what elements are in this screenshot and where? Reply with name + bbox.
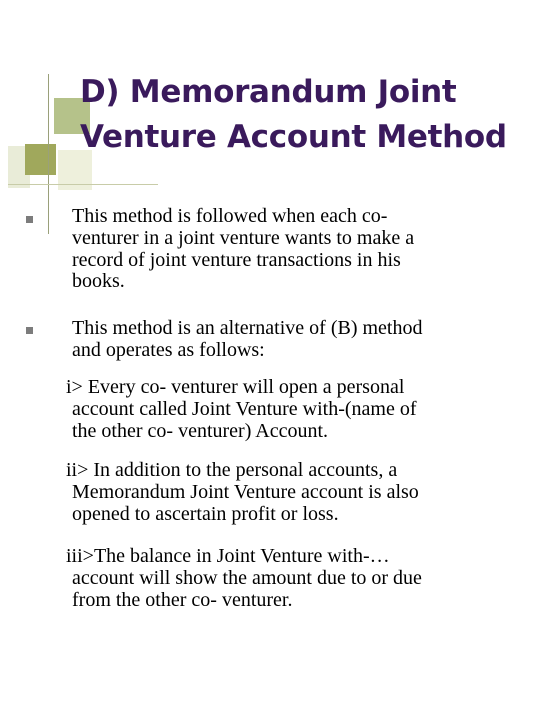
text-line: account called Joint Venture with-(name of [72,397,417,420]
sub-item-iii [66,546,531,611]
decorative-vertical-rule [48,74,49,234]
text-line: account will show the amount due to or due [72,566,422,589]
bullet-paragraph-1 [72,206,527,293]
text-line: the other co- venturer) Account. [72,419,329,442]
text-line: books. [72,270,125,293]
text-line: venturer in a joint venture wants to make a [72,226,415,249]
text-line: ii> In addition to the personal accounts, a [66,459,398,481]
decorative-square-olive [25,144,56,175]
text-line: iii>The balance in Joint Venture with-… [66,545,390,567]
text-line: record of joint venture transactions in his [72,248,401,271]
text-line: from the other co- venturer. [72,588,293,611]
text-line: This method is an alternative of (B) method [72,317,423,339]
sub-item-ii [66,459,537,525]
title-line-1: D) Memorandum Joint [80,74,457,110]
bullet-paragraph-2 [72,318,527,362]
sub-item-i [66,377,531,442]
title-line-2: Venture Account Method [80,119,507,155]
slide-title [80,70,530,160]
decorative-horizontal-rule [8,184,158,185]
text-line: i> Every co- venturer will open a personal [66,376,405,398]
text-line: and operates as follows: [72,338,265,361]
bullet-square-icon [26,216,33,223]
bullet-square-icon [26,327,33,334]
text-line: Memorandum Joint Venture account is also [72,480,419,503]
text-line: opened to ascertain profit or loss. [72,502,339,525]
text-line: This method is followed when each co- [72,205,388,227]
